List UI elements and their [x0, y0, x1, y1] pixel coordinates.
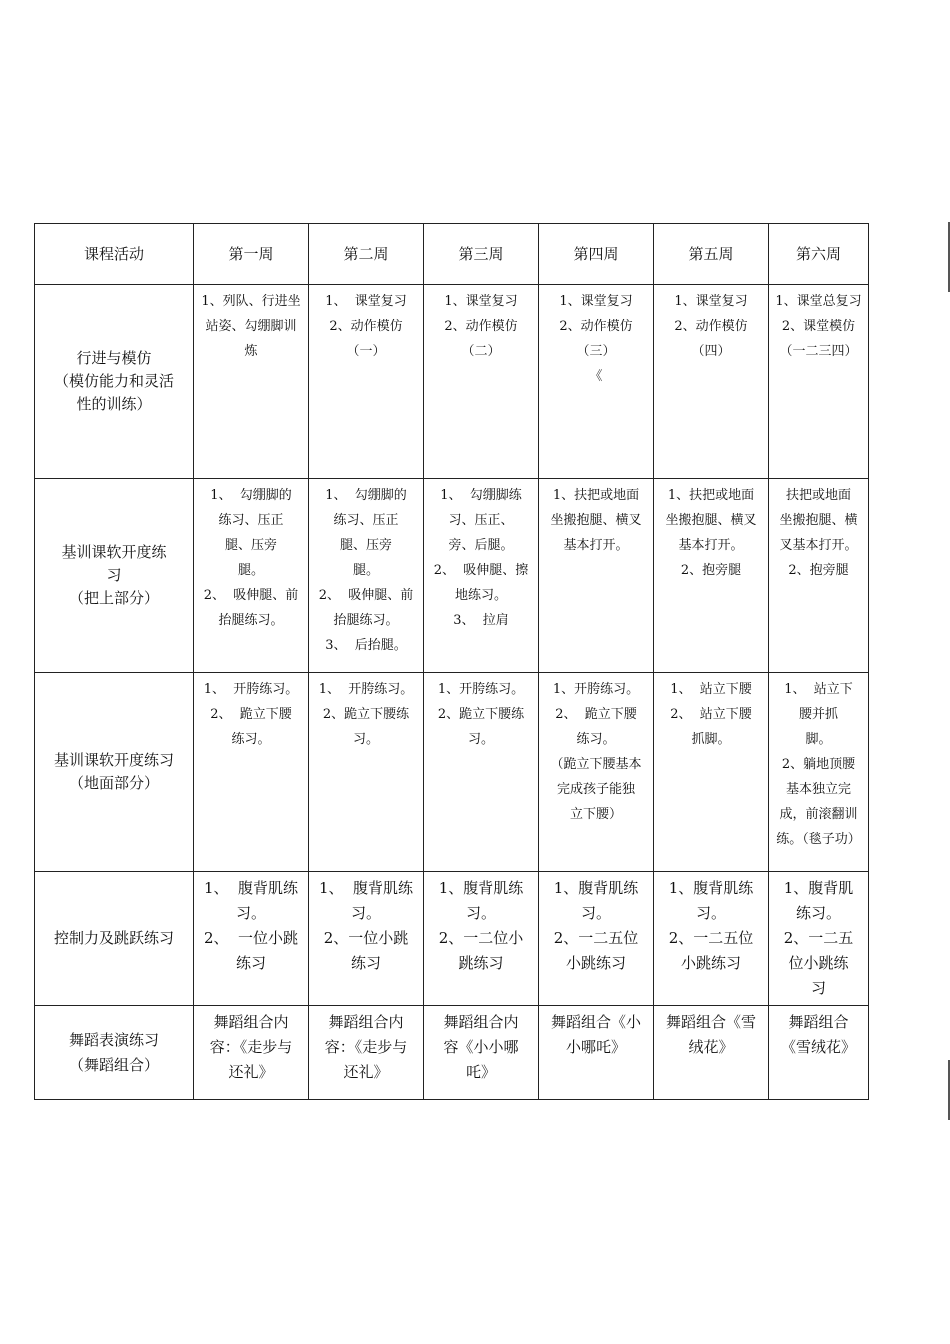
- cell-line: 舞蹈组合内: [328, 1013, 404, 1031]
- schedule-cell: [539, 285, 654, 479]
- row-label-line: （舞蹈组合）: [68, 1055, 159, 1074]
- row-label-line: 基训课软开度练: [61, 543, 167, 561]
- schedule-cell: [309, 673, 424, 872]
- row-label: [35, 1006, 194, 1100]
- cell-line: 1、 站立下: [784, 682, 853, 697]
- cell-line: 坐搬抱腿、横叉: [550, 513, 642, 528]
- cell-line: 习。: [580, 904, 611, 922]
- cell-line: 位小跳练: [788, 954, 849, 972]
- cell-line: 1、 勾绷脚的: [325, 488, 407, 503]
- cell-line: 2、 跪立下腰: [210, 707, 292, 722]
- cell-line: 练习、压正: [333, 513, 399, 528]
- row-label-line: 基训课软开度练习: [53, 751, 174, 769]
- schedule-cell: [309, 1006, 424, 1100]
- cell-line: 绒花》: [688, 1038, 734, 1056]
- cell-line: 习。: [695, 904, 726, 922]
- cell-line: 2、跪立下腰练: [437, 707, 525, 722]
- schedule-cell: [539, 673, 654, 872]
- schedule-cell: [194, 479, 309, 673]
- cell-line: 脚。: [805, 732, 832, 747]
- cell-line: （跪立下腰基本: [550, 757, 642, 772]
- cell-line: 1、 课堂复习: [325, 294, 407, 309]
- cell-line: 2、一二五位: [668, 929, 754, 947]
- cell-line: 2、躺地顶腰: [781, 757, 856, 772]
- schedule-cell: [424, 673, 539, 872]
- cell-line: 抬腿练习。: [333, 613, 399, 628]
- cell-line: 坐搬抱腿、横: [779, 513, 858, 528]
- week-header: 第五周: [654, 224, 769, 285]
- cell-line: 1、课堂总复习: [775, 294, 862, 309]
- cell-line: 练习: [350, 954, 381, 972]
- schedule-cell: [769, 872, 869, 1006]
- row-label-line: （模仿能力和灵活: [53, 372, 174, 390]
- schedule-cell: [769, 1006, 869, 1100]
- cell-line: 还礼》: [343, 1063, 389, 1081]
- cell-line: 习。: [352, 732, 379, 747]
- table-row: [35, 479, 869, 673]
- schedule-cell: [769, 673, 869, 872]
- cell-line: 2、动作模仿: [329, 319, 403, 334]
- row-label-line: 控制力及跳跃练习: [53, 929, 174, 947]
- cell-line: 舞蹈组合《小: [550, 1013, 641, 1031]
- cell-line: 练习: [235, 954, 266, 972]
- cell-line: （一二三四）: [779, 344, 858, 359]
- cell-line: 习: [810, 979, 826, 997]
- cell-line: 1、 开胯练习。: [203, 682, 299, 697]
- cell-line: 1、课堂复习: [674, 294, 748, 309]
- cell-line: 习。: [235, 904, 266, 922]
- cell-line: 腿、压旁: [224, 538, 277, 553]
- schedule-cell: [424, 479, 539, 673]
- cell-line: 1、腹背肌练: [668, 879, 754, 897]
- cell-line: 2、动作模仿: [674, 319, 748, 334]
- cell-line: 习。: [465, 904, 496, 922]
- schedule-cell: [194, 673, 309, 872]
- week-header: 第一周: [194, 224, 309, 285]
- schedule-cell: [539, 1006, 654, 1100]
- cell-line: 2、一二五位: [553, 929, 639, 947]
- cell-line: 炼: [244, 344, 258, 359]
- cell-line: 2、 站立下腰: [670, 707, 752, 722]
- cell-line: 舞蹈组合: [788, 1013, 849, 1031]
- cell-line: 坐搬抱腿、横叉: [665, 513, 757, 528]
- cell-line: 1、腹背肌练: [553, 879, 639, 897]
- cell-line: 练习。: [795, 904, 841, 922]
- cell-line: 2、一二位小: [438, 929, 524, 947]
- week-header: 第四周: [539, 224, 654, 285]
- week-header: 第二周: [309, 224, 424, 285]
- schedule-cell: [194, 1006, 309, 1100]
- cell-line: 腿、压旁: [339, 538, 392, 553]
- cell-line: 2、抱旁腿: [788, 563, 849, 578]
- cell-line: 习。: [467, 732, 494, 747]
- cell-line: 抓脚。: [691, 732, 731, 747]
- row-label: [35, 673, 194, 872]
- cell-line: 基本打开。: [563, 538, 629, 553]
- cell-line: 1、课堂复习: [444, 294, 518, 309]
- cell-line: 1、列队、行进坐: [201, 294, 301, 309]
- cell-line: 2、 吸伸腿、前: [203, 588, 299, 603]
- cell-line: 舞蹈组合内: [443, 1013, 519, 1031]
- cell-line: 腿。: [352, 563, 379, 578]
- cell-line: （三）: [576, 344, 616, 359]
- cell-line: 完成孩子能独: [556, 782, 635, 797]
- curriculum-table: [34, 223, 869, 1100]
- cell-line: 基本独立完: [785, 782, 851, 797]
- cell-line: 旁、后腿。: [448, 538, 514, 553]
- cell-line: 舞蹈组合《雪: [665, 1013, 756, 1031]
- cell-line: 1、 腹背肌练: [318, 879, 414, 897]
- cell-line: 1、开胯练习。: [552, 682, 640, 697]
- cell-line: （二）: [461, 344, 501, 359]
- schedule-cell: [654, 479, 769, 673]
- cell-line: 习。: [350, 904, 381, 922]
- cell-line: 基本打开。: [678, 538, 744, 553]
- cell-line: 2、 吸伸腿、前: [318, 588, 414, 603]
- cell-line: 吒》: [465, 1063, 496, 1081]
- cell-line: 2、 一位小跳: [203, 929, 299, 947]
- cell-line: 腰并抓: [798, 707, 838, 722]
- schedule-cell: [769, 285, 869, 479]
- cell-line: 小跳练习: [680, 954, 741, 972]
- schedule-cell: [539, 479, 654, 673]
- cell-line: 2、跪立下腰练: [322, 707, 410, 722]
- cell-line: 3、 拉肩: [453, 613, 509, 628]
- cell-line: 容《小小哪: [443, 1038, 519, 1056]
- cell-line: 1、腹背肌练: [438, 879, 524, 897]
- cell-line: 练习、压正: [218, 513, 284, 528]
- cell-line: 跳练习: [458, 954, 504, 972]
- cell-line: 2、动作模仿: [559, 319, 633, 334]
- cell-line: 2、动作模仿: [444, 319, 518, 334]
- cell-line: 《雪绒花》: [780, 1038, 856, 1056]
- header-row: [35, 224, 869, 285]
- cell-line: 容：《走步与: [324, 1038, 408, 1056]
- schedule-cell: [424, 872, 539, 1006]
- row-label-line: （地面部分）: [68, 774, 159, 792]
- cell-line: 抬腿练习。: [218, 613, 284, 628]
- cell-line: 站姿、勾绷脚训: [205, 319, 297, 334]
- cell-line: 腿。: [237, 563, 264, 578]
- corner-header: 课程活动: [35, 224, 194, 285]
- cell-line: 小跳练习: [565, 954, 626, 972]
- cell-line: 2、 吸伸腿、擦: [433, 563, 529, 578]
- schedule-cell: [309, 285, 424, 479]
- row-label-line: 习: [106, 566, 122, 584]
- cell-line: 2、课堂模仿: [781, 319, 856, 334]
- cell-line: 小哪吒》: [565, 1038, 626, 1056]
- schedule-cell: [309, 479, 424, 673]
- cell-line: 2、 跪立下腰: [555, 707, 637, 722]
- cell-line: 扶把或地面: [785, 488, 851, 503]
- cell-line: 1、开胯练习。: [437, 682, 525, 697]
- cell-line: 地练习。: [454, 588, 507, 603]
- row-label: [35, 872, 194, 1006]
- week-header: 第六周: [769, 224, 869, 285]
- schedule-cell: [654, 1006, 769, 1100]
- cell-line: 成，前滚翻训: [779, 807, 858, 822]
- table-row: [35, 1006, 869, 1100]
- cell-line: 2、抱旁腿: [680, 563, 742, 578]
- cell-line: 1、扶把或地面: [667, 488, 755, 503]
- row-label-line: 舞蹈表演练习: [68, 1030, 159, 1049]
- cell-line: （四）: [691, 344, 731, 359]
- row-label-line: （把上部分）: [68, 589, 159, 607]
- cell-line: 1、 腹背肌练: [203, 879, 299, 897]
- cell-line: 1、腹背肌: [783, 879, 854, 897]
- cell-line: 叉基本打开。: [779, 538, 858, 553]
- schedule-cell: [309, 872, 424, 1006]
- cell-line: 练习。: [576, 732, 616, 747]
- cell-line: 练。（毯子功）: [776, 832, 861, 847]
- row-label: [35, 479, 194, 673]
- cell-line: （一）: [346, 344, 386, 359]
- table-row: [35, 673, 869, 872]
- cell-line: 1、扶把或地面: [552, 488, 640, 503]
- cell-line: 还礼》: [228, 1063, 274, 1081]
- cell-line: 1、 开胯练习。: [318, 682, 414, 697]
- cell-line: 3、 后抬腿。: [325, 638, 407, 653]
- schedule-cell: [424, 285, 539, 479]
- row-label: [35, 285, 194, 479]
- table-row: [35, 285, 869, 479]
- cell-line: 1、课堂复习: [559, 294, 633, 309]
- cell-line: 2、一二五: [783, 929, 854, 947]
- schedule-cell: [654, 285, 769, 479]
- row-label-line: 行进与模仿: [76, 349, 152, 367]
- cell-line: 1、 勾绷脚练: [440, 488, 522, 503]
- schedule-cell: [194, 872, 309, 1006]
- cell-line: 练习。: [231, 732, 271, 747]
- row-label-line: 性的训练）: [76, 395, 152, 413]
- cell-line: 1、 站立下腰: [670, 682, 752, 697]
- schedule-cell: [539, 872, 654, 1006]
- schedule-cell: [424, 1006, 539, 1100]
- cell-line: 舞蹈组合内: [213, 1013, 289, 1031]
- cell-line: 1、 勾绷脚的: [210, 488, 292, 503]
- schedule-cell: [654, 872, 769, 1006]
- schedule-cell: [194, 285, 309, 479]
- week-header: 第三周: [424, 224, 539, 285]
- cell-line: 容：《走步与: [209, 1038, 293, 1056]
- cell-line: 2、一位小跳: [323, 929, 409, 947]
- cell-line: 立下腰）: [569, 807, 622, 822]
- cell-line: 《: [589, 369, 603, 384]
- schedule-cell: [769, 479, 869, 673]
- schedule-cell: [654, 673, 769, 872]
- table-row: [35, 872, 869, 1006]
- cell-line: 习、压正、: [448, 513, 514, 528]
